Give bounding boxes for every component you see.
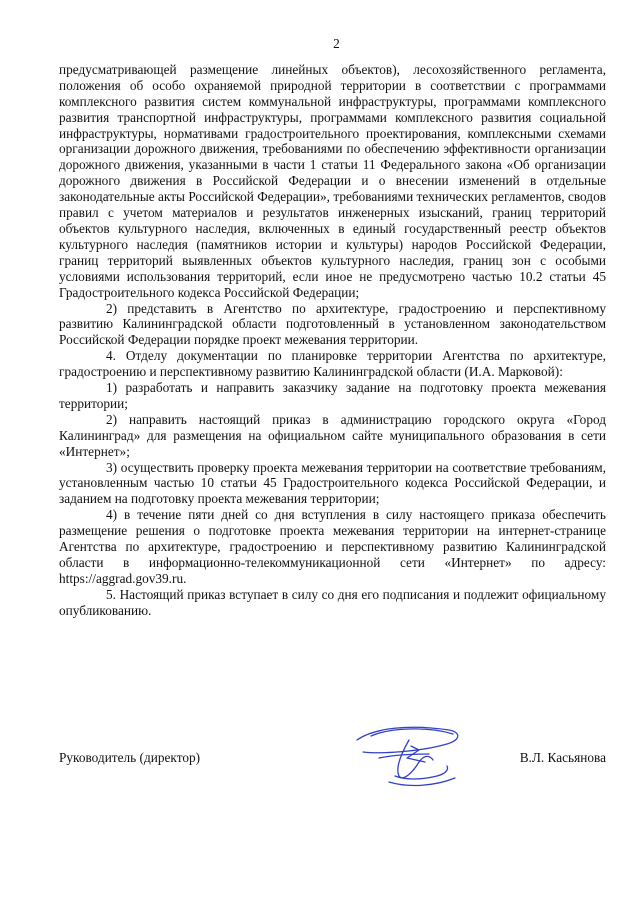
paragraph: 2) представить в Агентство по архитектуре, градостроению и перспективному развитию Калининградской области подготовленный в установленном законодательством Российской Федерации порядке проект межевания территории. bbox=[59, 300, 606, 348]
signatory-name: В.Л. Касьянова bbox=[519, 750, 606, 765]
paragraph: 3) осуществить проверку проекта межевания территории на соответствие требованиям, установленным частью 10 статьи 45 Градостроительного кодекса Российской Федерации, и заданием на подготовку проекта межевания территории; bbox=[59, 459, 606, 507]
paragraph: предусматривающей размещение линейных объектов), лесохозяйственного регламента, положения об особо охраняемой природной территории в соответствии с программами комплексного развития систем коммунальной инфраструктуры, программами комплексного развития транспортной инфраструктуры, программами комплексного развития социальной инфраструктуры, нормативами градостроительного проектирования, комплексными схемами организации дорожного движения, требованиями по обеспечению эффективности организации дорожного движения, указанными в части 1 статьи 11 Федерального закона «Об организации дорожного движения в Российской Федерации и о внесении изменений в отдельные законодательные акты Российской Федерации», требованиями технических регламентов, сводов правил с учетом материалов и результатов инженерных изысканий, границ территорий объектов культурного наследия, включенных в единый государственный реестр объектов культурного наследия (памятников истории и культуры) народов Российской Федерации, границ территорий выявленных объектов культурного наследия, границ зон с особыми условиями использования территорий, если иное не предусмотрено частью 10.2 статьи 45 Градостроительного кодекса Российской Федерации; bbox=[59, 61, 606, 300]
signatory-title: Руководитель (директор) bbox=[59, 750, 201, 765]
paragraph: 4) в течение пяти дней со дня вступления в силу настоящего приказа обеспечить размещение решения о подготовке проекта межевания территории на интернет-странице Агентства по архитектуре, градостроению и перспективному развитию Калининградской области в информационно-телекоммуникационной сети «Интернет» по адресу: https://aggrad.gov39.ru. bbox=[59, 507, 606, 586]
handwritten-signature bbox=[349, 710, 469, 790]
page-number: 2 bbox=[333, 36, 340, 51]
paragraph: 1) разработать и направить заказчику задание на подготовку проекта межевания территории; bbox=[59, 380, 606, 411]
paragraph: 2) направить настоящий приказ в администрацию городского округа «Город Калининград» для размещения на официальном сайте муниципального образования в сети «Интернет»; bbox=[59, 411, 606, 459]
paragraph: 5. Настоящий приказ вступает в силу со дня его подписания и подлежит официальному опубликованию. bbox=[59, 586, 606, 618]
document-body bbox=[59, 62, 606, 619]
signature-block bbox=[59, 750, 606, 790]
paragraph: 4. Отделу документации по планировке территории Агентства по архитектуре, градостроению и перспективному развитию Калининградской области (И.А. Марковой): bbox=[59, 348, 606, 380]
